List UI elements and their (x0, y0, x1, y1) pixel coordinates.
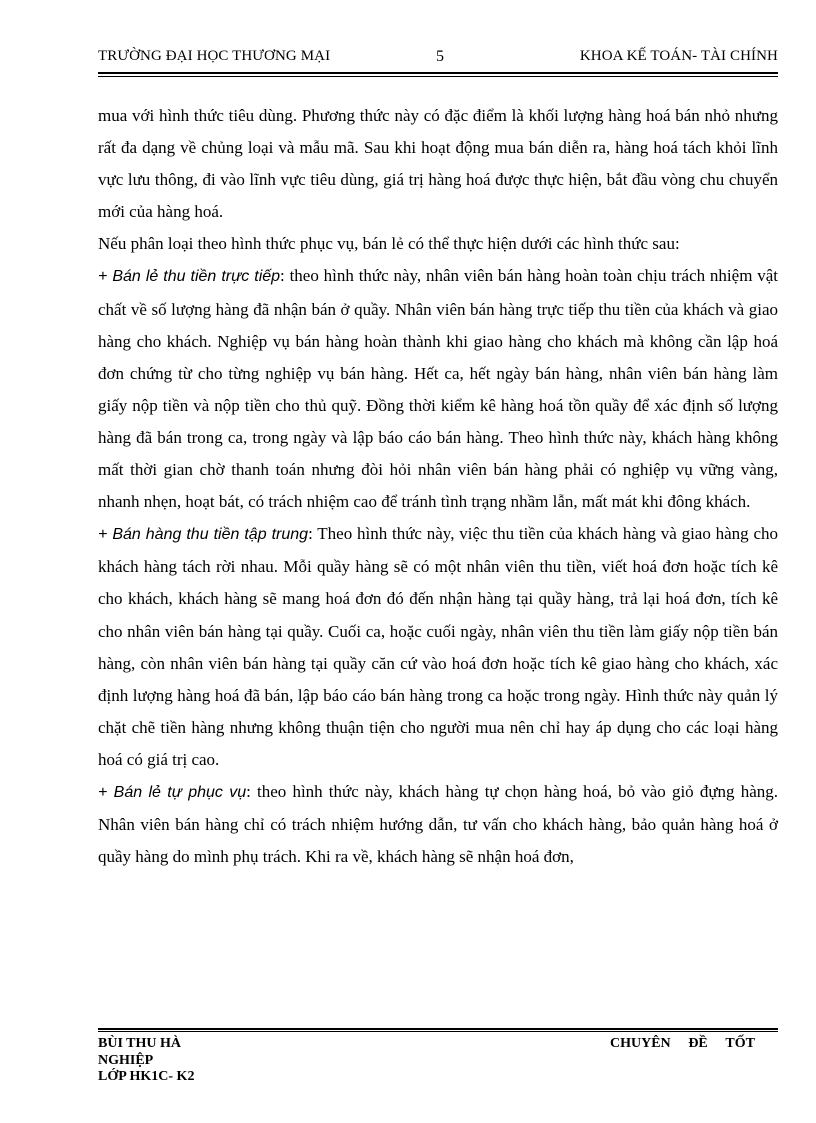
heading-direct-payment: + Bán lẻ thu tiền trực tiếp (98, 268, 281, 286)
footer-title-word-3: TỐT (725, 1036, 755, 1051)
footer-title-word-2: ĐỀ (688, 1036, 708, 1051)
text-direct-payment: : theo hình thức này, nhân viên bán hàng hoàn toàn chịu trách nhiệm vật chất về số lượng hàng đã nhận bán ở quầy. Nhân viên bán hàng trực tiếp thu tiền của khách và giao hàng cho khách. Nghiệp vụ bán hàng hoàn thành khi giao hàng cho khách mà không cần lập hoá đơn chứng từ cho từng nghiệp vụ bán hàng. Hết ca, hết ngày bán hàng, nhân viên bán hàng làm giấy nộp tiền và nộp tiền cho thủ quỹ. Đồng thời kiểm kê hàng hoá tồn quầy để xác định số lượng hàng đã bán trong ca, trong ngày và lập báo cáo bán hàng. Theo hình thức này, khách hàng không mất thời gian chờ thanh toán nhưng đòi hỏi nhân viên bán hàng phải có nghiệp vụ vững vàng, nhanh nhẹn, hoạt bát, có trách nhiệm cao để tránh tình trạng nhầm lẫn, mất mát khi đông khách. (98, 266, 778, 512)
footer-author-line2: NGHIỆP (98, 1052, 154, 1068)
paragraph-service-classification: Nếu phân loại theo hình thức phục vụ, bán lẻ có thể thực hiện dưới các hình thức sau: (98, 234, 680, 254)
paragraph-self-service (98, 776, 778, 873)
header-divider (98, 72, 778, 77)
header-faculty-name: KHOA KẾ TOÁN- TÀI CHÍNH (579, 48, 778, 64)
text-self-service: : theo hình thức này, khách hàng tự chọn hàng hoá, bỏ vào giỏ đựng hàng. Nhân viên bán hàng chỉ có trách nhiệm hướng dẫn, tư vấn cho khách hàng, bảo quản hàng hoá ở quầy hàng do mình phụ trách. Khi ra về, khách hàng sẽ nhận hoá đơn, (98, 781, 778, 867)
footer-author-block (98, 1036, 298, 1086)
paragraph-centralized-payment (98, 518, 778, 776)
heading-centralized-payment: + Bán hàng thu tiền tập trung (98, 526, 309, 544)
footer-class: LỚP HK1C- K2 (98, 1069, 195, 1084)
footer-divider (98, 1028, 778, 1032)
page-header (98, 46, 778, 70)
body-text (98, 100, 778, 873)
heading-self-service: + Bán lẻ tự phục vụ (98, 783, 247, 801)
footer-author-name: BÙI THU HÀ (98, 1036, 181, 1051)
paragraph-retail-intro: mua với hình thức tiêu dùng. Phương thức này có đặc điểm là khối lượng hàng hoá bán nhỏ nhưng rất đa dạng về chủng loại và mẫu mã. Sau khi hoạt động mua bán diễn ra, hàng hoá tách khỏi lĩnh vực lưu thông, đi vào lĩnh vực tiêu dùng, giá trị hàng hoá được thực hiện, bắt đầu vòng chu chuyển mới của hàng hoá. (98, 106, 778, 222)
paragraph-direct-payment (98, 260, 778, 518)
text-centralized-payment: : Theo hình thức này, việc thu tiền của khách hàng và giao hàng cho khách hàng tách rời nhau. Mỗi quầy hàng sẽ có một nhân viên thu tiền, viết hoá đơn hoặc tích kê cho khách, khách hàng sẽ mang hoá đơn đó đến nhận hàng tại quầy hàng, trả lại hoá đơn, tích kê cho nhân viên bán hàng tại quầy. Cuối ca, hoặc cuối ngày, nhân viên thu tiền làm giấy nộp tiền bán hàng, còn nhân viên bán hàng tại quầy căn cứ vào hoá đơn hoặc tích kê giao hàng cho khách, xác định lượng hàng hoá đã bán, lập báo cáo bán hàng trong ca hoặc trong ngày. Hình thức này quản lý chặt chẽ tiền hàng nhưng không thuận tiện cho người mua nên chỉ hay áp dụng cho các loại hàng hoá có giá trị cao. (98, 524, 779, 769)
header-school-name: TRƯỜNG ĐẠI HỌC THƯƠNG MẠI (98, 48, 331, 64)
footer-title-word-1: CHUYÊN (610, 1036, 671, 1051)
footer-document-title (610, 1036, 755, 1053)
header-page-number: 5 (436, 48, 445, 65)
